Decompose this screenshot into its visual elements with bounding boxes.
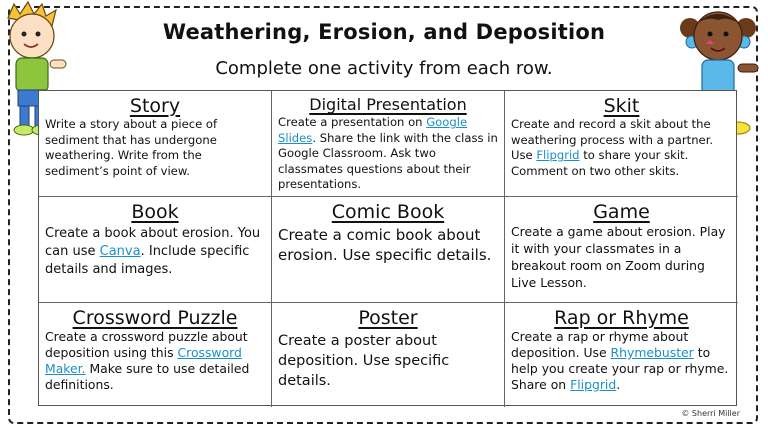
google-slides-link[interactable]: Google Slides: [278, 115, 468, 145]
description-text: Create a comic book about erosion. Use specific details.: [278, 226, 492, 264]
rhymebuster-link[interactable]: Rhymebuster: [610, 345, 694, 360]
crossword-maker-link[interactable]: Crossword Maker.: [45, 345, 242, 376]
page-title: Weathering, Erosion, and Deposition: [162, 20, 606, 44]
description-text: to help you create your rap or rhyme. Share on: [511, 345, 729, 392]
activity-cell-poster: [272, 303, 505, 407]
description-text: Create a presentation on: [278, 115, 427, 129]
activity-cell-skit: [505, 91, 738, 197]
canva-link[interactable]: Canva: [99, 244, 141, 259]
page-subtitle: Complete one activity from each row.: [215, 58, 553, 79]
description-text: . Include specific details and images.: [45, 244, 250, 277]
activity-cell-book: [39, 197, 272, 303]
activity-cell-comic-book: [272, 197, 505, 303]
activity-cell-rap-or-rhyme: [505, 303, 738, 407]
activity-cell-crossword-puzzle: [39, 303, 272, 407]
copyright-credit: © Sherri Miller: [681, 409, 740, 418]
activity-title: Crossword Puzzle: [72, 307, 238, 329]
description-text: Create a poster about deposition. Use specific details.: [278, 333, 450, 389]
description-text: to share your skit. Comment on two other skits.: [511, 148, 689, 178]
description-text: Create a rap or rhyme about deposition. Use: [511, 329, 689, 360]
activity-description: [45, 225, 265, 279]
activity-description: [278, 115, 498, 193]
activity-grid: [38, 90, 737, 406]
description-text: Create a book about erosion. You can use: [45, 226, 261, 259]
description-text: Make sure to use detailed definitions.: [45, 361, 250, 392]
activity-title: Poster: [358, 307, 418, 329]
description-text: . Share the link with the class in Google Classroom. Ask two classmates questions about their presentations.: [278, 130, 498, 191]
description-text: .: [616, 377, 621, 392]
description-text: Create a game about erosion. Play it with your classmates in a breakout room on Zoom during Live Lesson.: [511, 224, 726, 290]
activity-title: Skit: [603, 95, 640, 117]
activity-title: Story: [129, 95, 181, 117]
activity-description: [278, 225, 498, 265]
activity-cell-game: [505, 197, 738, 303]
description-text: Write a story about a piece of sediment that has undergone weathering. Write from the sediment’s point of view.: [45, 117, 218, 178]
description-text: Create and record a skit about the weathering process with a partner. Use: [511, 117, 714, 162]
activity-description: [45, 329, 265, 393]
description-text: Create a crossword puzzle about deposition using this: [45, 329, 248, 360]
activity-title: Game: [593, 201, 650, 223]
activity-description: [45, 117, 265, 179]
activity-description: [511, 223, 732, 291]
activity-description: [511, 117, 732, 179]
flipgrid-link[interactable]: Flipgrid: [570, 377, 617, 392]
activity-title: Digital Presentation: [309, 95, 467, 114]
activity-title: Rap or Rhyme: [554, 307, 689, 329]
activity-title: Book: [131, 201, 179, 223]
activity-description: [278, 331, 498, 391]
activity-cell-digital-presentation: [272, 91, 505, 197]
activity-description: [511, 329, 732, 393]
activity-title: Comic Book: [331, 201, 445, 223]
activity-cell-story: [39, 91, 272, 197]
flipgrid-link[interactable]: Flipgrid: [536, 148, 580, 162]
